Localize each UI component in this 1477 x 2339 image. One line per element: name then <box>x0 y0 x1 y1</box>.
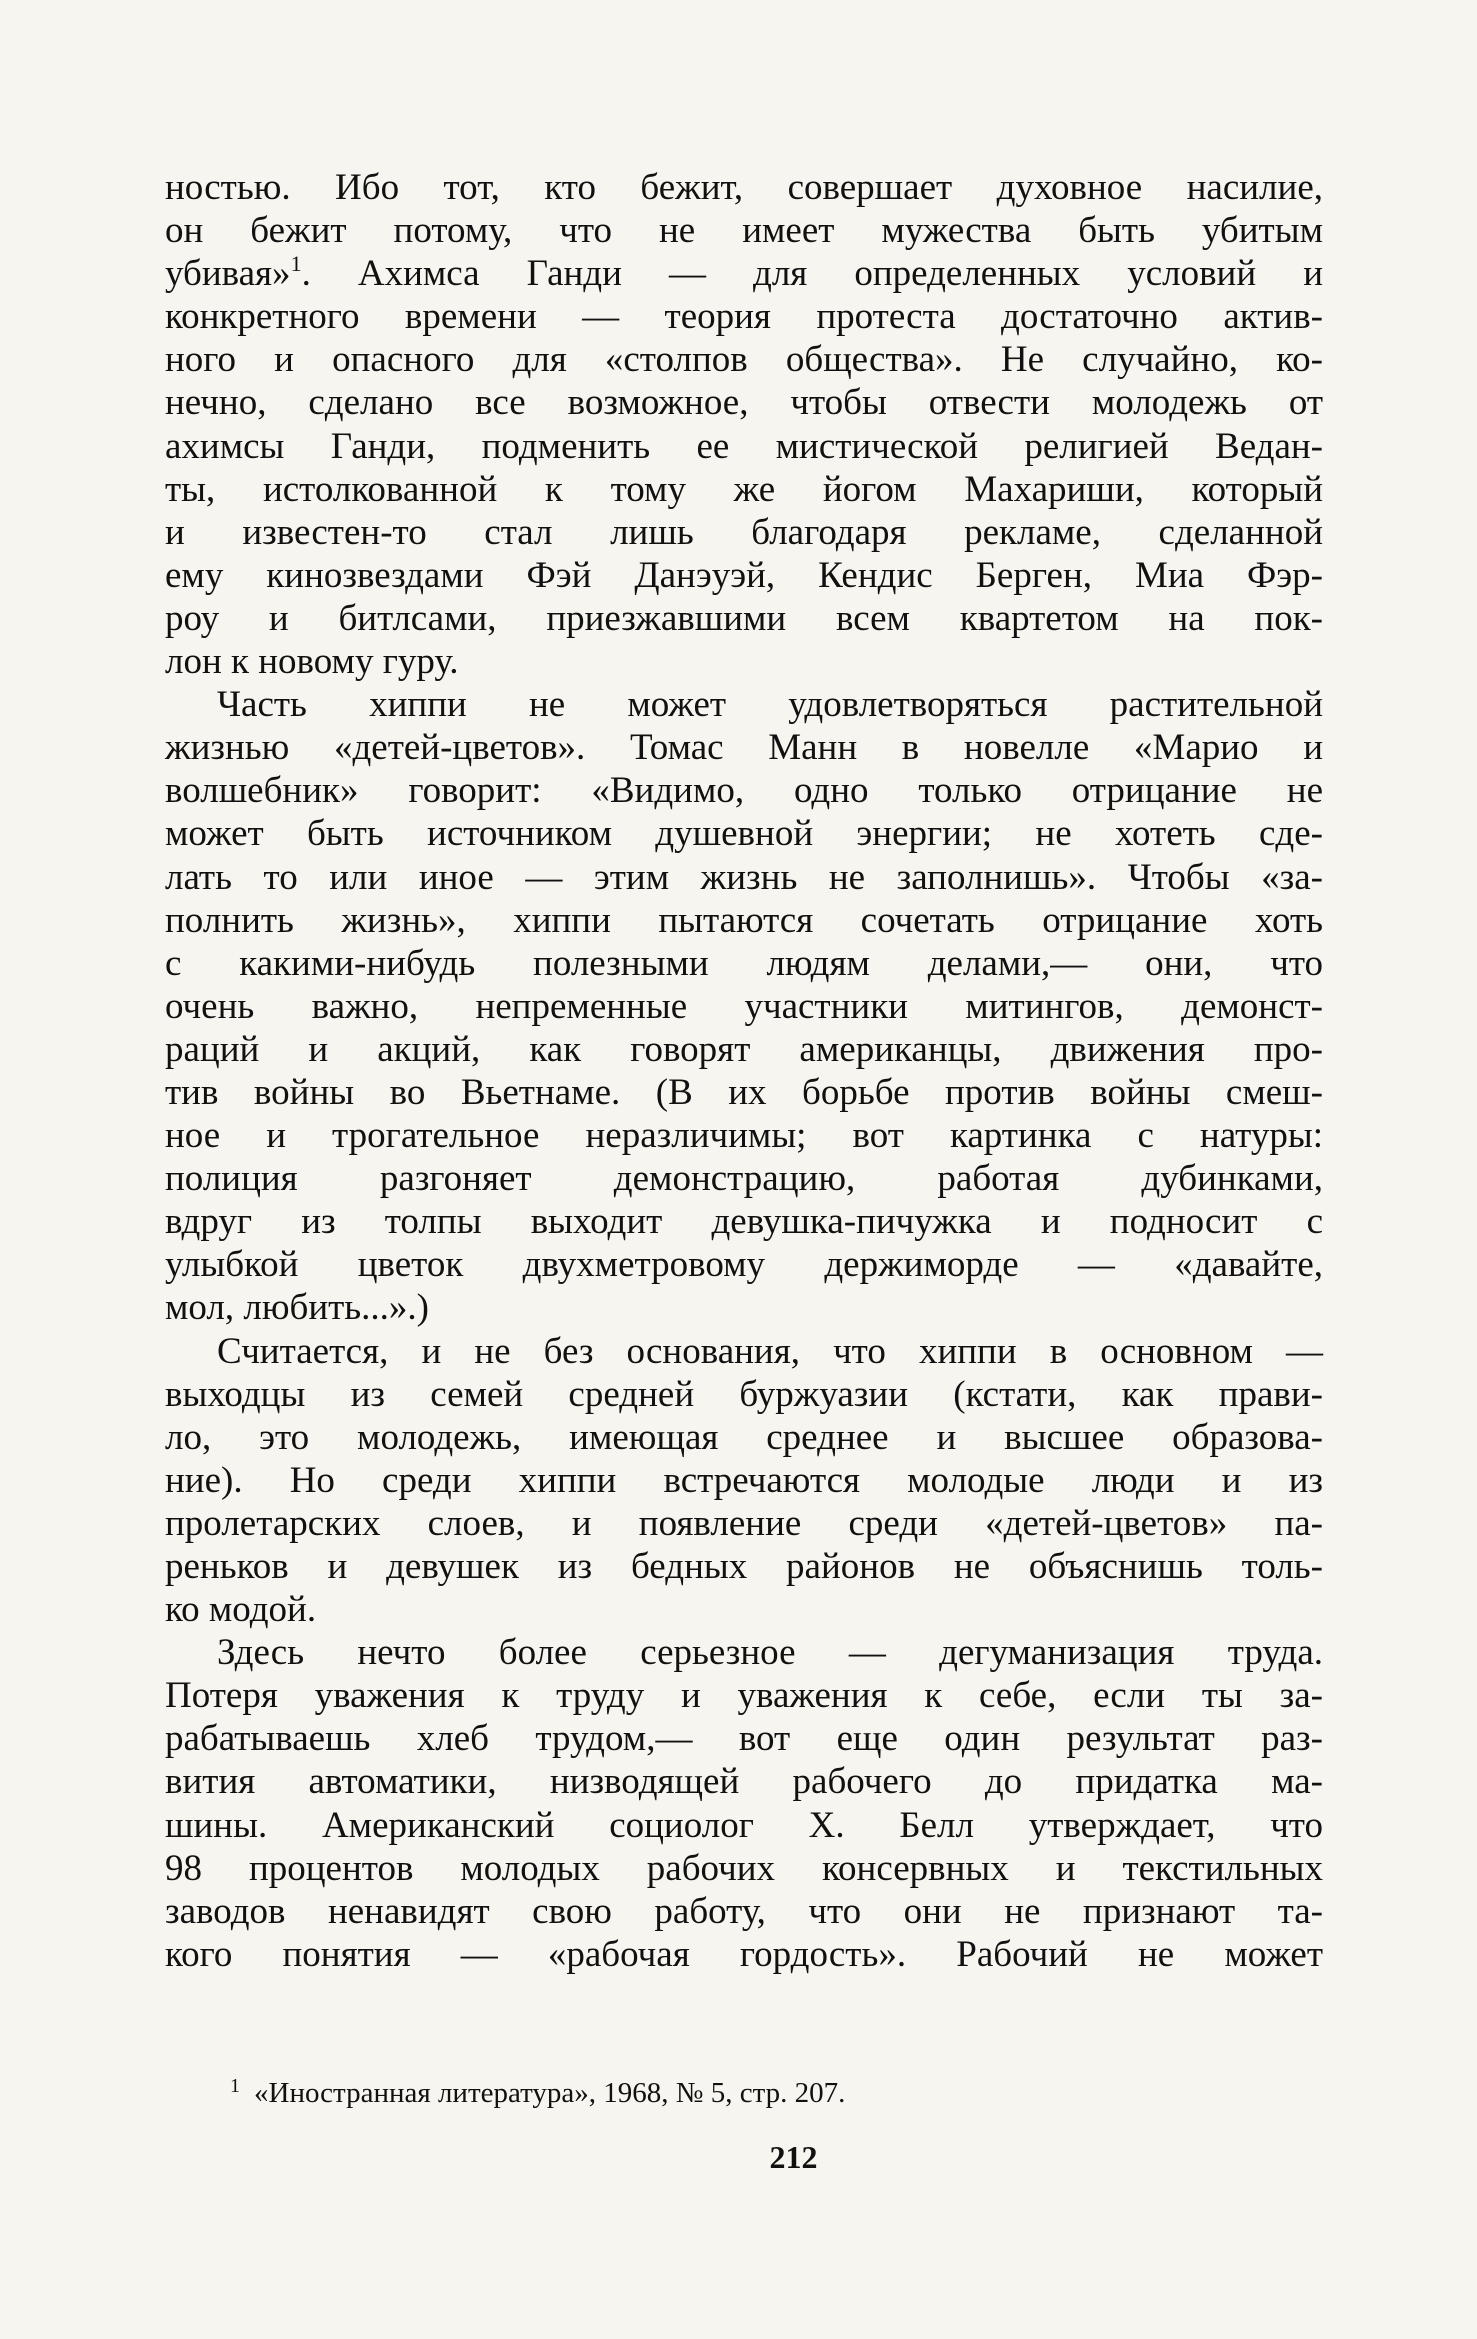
footnote <box>230 2068 845 2111</box>
text-line-content: ахимсы Ганди, подменить ее мистической религией Ведан- <box>165 425 1323 467</box>
text-line <box>165 166 1323 209</box>
text-line <box>165 1200 1323 1243</box>
text-line-content: нечно, сделано все возможное, чтобы отвести молодежь от <box>165 382 1323 424</box>
text-line-content: улыбкой цветок двухметровому держиморде — «давайте, <box>165 1244 1323 1286</box>
text-line <box>165 1330 1323 1373</box>
text-line <box>165 1243 1323 1286</box>
text-line <box>165 726 1323 769</box>
text-line <box>165 1760 1323 1803</box>
text-line-content: раций и акций, как говорят американцы, движения про- <box>165 1028 1323 1070</box>
text-line <box>165 1373 1323 1416</box>
body-text <box>165 166 1323 1976</box>
text-line-content: кого понятия — «рабочая гордость». Рабочий не может <box>165 1933 1323 1975</box>
text-line-content: шины. Американский социолог Х. Белл утверждает, что <box>165 1804 1323 1846</box>
text-line <box>165 1459 1323 1502</box>
text-line-content: роу и битлсами, приезжавшими всем квартетом на пок- <box>165 597 1323 639</box>
text-line <box>165 812 1323 855</box>
text-line <box>165 1416 1323 1459</box>
text-line <box>165 1588 1323 1631</box>
text-line-content: полнить жизнь», хиппи пытаются сочетать отрицание хоть <box>165 899 1323 941</box>
text-line-content: он бежит потому, что не имеет мужества быть убитым <box>165 210 1323 252</box>
text-line <box>165 856 1323 899</box>
text-line-content: тив войны во Вьетнаме. (В их борьбе против войны смеш- <box>165 1071 1323 1113</box>
text-line-content: ное и трогательное неразличимы; вот картинка с натуры: <box>165 1115 1323 1157</box>
text-line <box>165 1717 1323 1760</box>
text-line <box>165 511 1323 554</box>
text-line-content: ему кинозвездами Фэй Данэуэй, Кендис Берген, Миа Фэр- <box>165 554 1323 596</box>
text-line-content: очень важно, непременные участники митингов, демонст- <box>165 985 1323 1027</box>
text-line <box>165 1804 1323 1847</box>
text-line-content: полиция разгоняет демонстрацию, работая дубинками, <box>165 1158 1323 1200</box>
text-line-content: ностью. Ибо тот, кто бежит, совершает духовное насилие, <box>165 167 1323 208</box>
text-line <box>165 425 1323 468</box>
text-line-content: жизнью «детей-цветов». Томас Манн в новелле «Марио и <box>165 727 1323 769</box>
text-line <box>165 597 1323 640</box>
text-line-content: пролетарских слоев, и появление среди «детей-цветов» па- <box>165 1502 1323 1544</box>
text-line-content: лать то или иное — этим жизнь не заполнишь». Чтобы «за- <box>165 856 1323 898</box>
text-line-content: вдруг из толпы выходит девушка-пичужка и подносит с <box>165 1201 1323 1243</box>
text-line <box>165 1933 1323 1976</box>
text-line-content: ного и опасного для «столпов общества». Не случайно, ко- <box>165 339 1323 381</box>
text-line-content: волшебник» говорит: «Видимо, одно только отрицание не <box>165 770 1323 812</box>
text-line-continuation: . Ахимса Ганди — для определенных условий и <box>301 253 1323 295</box>
text-line-content: с какими-нибудь полезными людям делами,— они, что <box>165 942 1323 984</box>
text-line-content: рабатываешь хлеб трудом,— вот еще один результат раз- <box>165 1718 1323 1760</box>
text-line <box>165 1890 1323 1933</box>
text-line-content: Часть хиппи не может удовлетворяться растительной <box>217 684 1323 726</box>
text-line <box>165 468 1323 511</box>
text-line <box>165 1847 1323 1890</box>
text-line <box>165 1157 1323 1200</box>
footnote-reference: 1 <box>290 251 302 277</box>
text-line-content: Считается, и не без основания, что хиппи в основном — <box>217 1330 1323 1372</box>
text-line-content: ние). Но среди хиппи встречаются молодые люди и из <box>165 1459 1323 1501</box>
text-line-content: Здесь нечто более серьезное — дегуманизация труда. <box>217 1632 1323 1674</box>
text-line <box>165 769 1323 812</box>
text-line-content: и известен-то стал лишь благодаря рекламе, сделанной <box>165 511 1323 553</box>
text-line-content: лон к новому гуру. <box>165 641 459 683</box>
text-line-content: Потеря уважения к труду и уважения к себе, если ты за- <box>165 1675 1323 1717</box>
text-line-content: реньков и девушек из бедных районов не объяснишь толь- <box>165 1546 1323 1587</box>
text-line-content: может быть источником душевной энергии; не хотеть сде- <box>165 813 1323 855</box>
text-line <box>165 252 1323 295</box>
text-line <box>165 1674 1323 1717</box>
text-line <box>165 381 1323 424</box>
text-line <box>165 1071 1323 1114</box>
footnote-text: «Иностранная литература», 1968, № 5, стр. 207. <box>254 2077 846 2109</box>
text-line <box>165 338 1323 381</box>
text-line <box>165 1114 1323 1157</box>
text-line <box>165 899 1323 942</box>
text-line <box>165 1286 1323 1329</box>
text-line-content: заводов ненавидят свою работу, что они не признают та- <box>165 1890 1323 1932</box>
text-line <box>165 683 1323 726</box>
text-line-content: убивая» <box>165 253 291 295</box>
text-line <box>165 1545 1323 1588</box>
text-line-content: 98 процентов молодых рабочих консервных и текстильных <box>165 1847 1323 1889</box>
text-line <box>165 1028 1323 1071</box>
page-number: 212 <box>769 2139 818 2175</box>
footnote-marker: 1 <box>230 2075 240 2097</box>
text-line-content: ло, это молодежь, имеющая среднее и высшее образова- <box>165 1416 1323 1458</box>
text-line-content: ты, истолкованной к тому же йогом Махариши, который <box>165 468 1323 510</box>
text-line-content: выходцы из семей средней буржуазии (кстати, как прави- <box>165 1373 1323 1415</box>
text-line-content: конкретного времени — теория протеста достаточно актив- <box>165 296 1323 338</box>
text-line <box>165 554 1323 597</box>
text-line <box>165 985 1323 1028</box>
text-line <box>165 295 1323 338</box>
text-line-content: мол, любить...».) <box>165 1287 429 1329</box>
text-line <box>165 1502 1323 1545</box>
text-line <box>165 942 1323 985</box>
text-line-content: ко модой. <box>165 1589 317 1631</box>
text-line <box>165 1631 1323 1674</box>
text-line <box>165 209 1323 252</box>
text-line-content: вития автоматики, низводящей рабочего до придатка ма- <box>165 1761 1323 1803</box>
text-line <box>165 640 1323 683</box>
